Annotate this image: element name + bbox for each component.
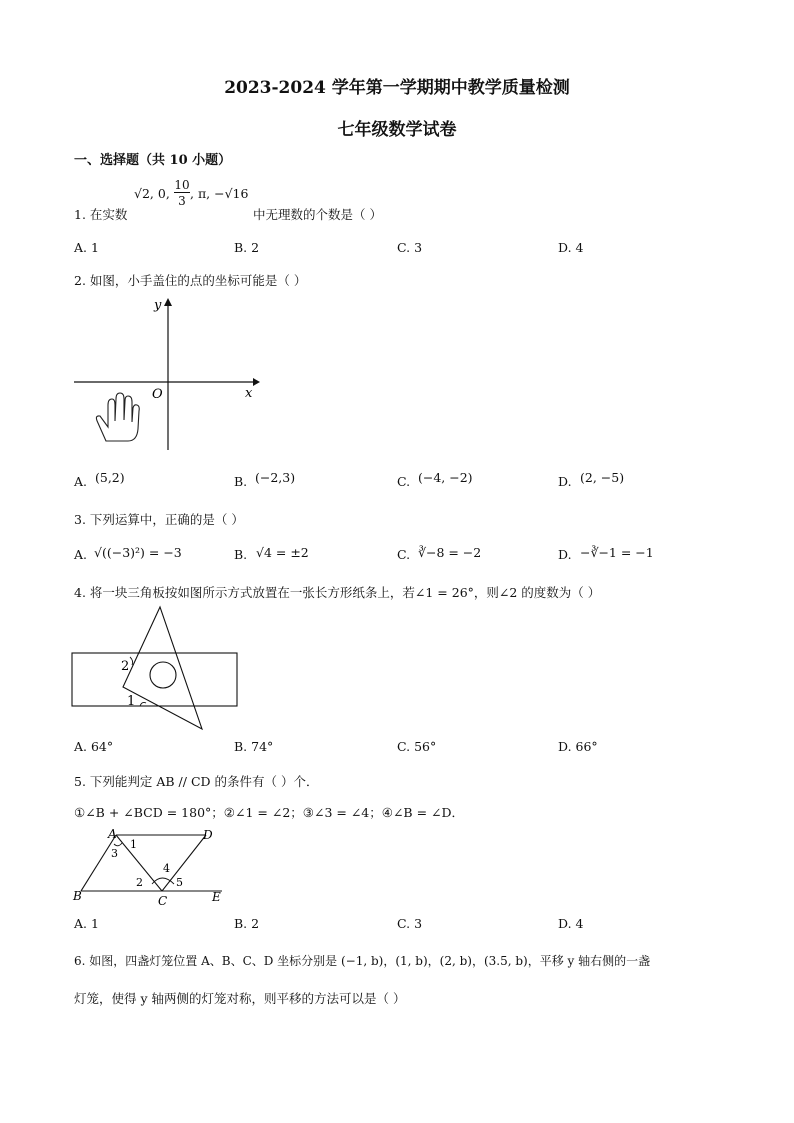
point-d-label: D <box>203 828 213 842</box>
q2-option-b-letter: B. <box>234 474 248 489</box>
q4-option-b: B. 74° <box>234 739 274 754</box>
angle4-label: 4 <box>163 862 170 875</box>
q4-triangle-strip-figure <box>70 605 250 735</box>
y-axis-arrow <box>164 298 172 306</box>
point-c-label: C <box>158 894 168 908</box>
q1-option-d: D. 4 <box>558 240 584 255</box>
origin-label: O <box>152 387 163 402</box>
q3-option-b-value: √4 = ±2 <box>256 545 309 560</box>
q6-line1: 6. 如图，四盏灯笼位置 A、B、C、D 坐标分别是 (−1, b)，(1, b)，(2, b)，(3.5, b)，平移 y 轴右侧的一盏 <box>74 954 651 968</box>
q3-stem: 3. 下列运算中，正确的是（ ） <box>74 512 244 527</box>
q5-parallelogram-figure <box>70 826 240 906</box>
q4-option-d: D. 66° <box>558 739 598 754</box>
point-e-label: E <box>212 890 221 904</box>
q5-stem: 5. 下列能判定 AB // CD 的条件有（ ）个． <box>74 774 319 789</box>
q2-option-d-value: (2, −5) <box>580 470 625 485</box>
q2-option-b-value: (−2,3) <box>255 470 296 485</box>
q3-option-a-letter: A. <box>74 547 88 562</box>
q3-option-a-value: √((−3)²) = −3 <box>94 545 182 560</box>
q3-option-d-letter: D. <box>558 547 572 562</box>
line-ab <box>81 835 116 891</box>
angle1-label: 1 <box>127 694 136 709</box>
angle-a-arc <box>114 843 122 846</box>
q1-math-a: √2, 0, <box>134 186 170 201</box>
angle2-label: 2 <box>121 659 130 674</box>
q1-option-c: C. 3 <box>397 240 423 255</box>
point-b-label: B <box>73 889 82 903</box>
q5-option-c: C. 3 <box>397 916 423 931</box>
q1-math-b: , π, −√16 <box>190 186 249 201</box>
q2-option-a-letter: A. <box>74 474 88 489</box>
angle5-label: 5 <box>176 876 183 889</box>
q1-option-b: B. 2 <box>234 240 260 255</box>
x-axis-label: x <box>245 386 253 401</box>
q6-line2: 灯笼，使得 y 轴两侧的灯笼对称，则平移的方法可以是（ ） <box>74 991 406 1006</box>
paper-strip <box>72 653 237 706</box>
q1-frac-bar <box>174 192 190 193</box>
q3-option-c-letter: C. <box>397 547 411 562</box>
q2-coordinate-figure <box>70 295 270 455</box>
q2-option-d-letter: D. <box>558 474 572 489</box>
q4-stem: 4. 将一块三角板按如图所示方式放置在一张长方形纸条上，若∠1 = 26°，则∠2 的度数为（ ） <box>74 585 601 600</box>
q4-option-a: A. 64° <box>74 739 114 754</box>
angle1-label: 1 <box>130 838 137 851</box>
q5-option-b: B. 2 <box>234 916 260 931</box>
q3-option-d-value: −∛−1 = −1 <box>580 545 654 560</box>
y-axis-label: y <box>154 298 162 313</box>
section-heading: 一、选择题（共 10 小题） <box>74 153 232 168</box>
ruler-hole <box>150 662 176 688</box>
q2-stem: 2. 如图，小手盖住的点的坐标可能是（ ） <box>74 273 307 288</box>
angle2-label: 2 <box>136 876 143 889</box>
exam-subtitle: 七年级数学试卷 <box>337 120 457 140</box>
q5-option-a: A. 1 <box>74 916 99 931</box>
x-axis-arrow <box>253 378 260 386</box>
hand-icon <box>96 393 139 441</box>
q1-stem-before: 1. 在实数 <box>74 207 128 222</box>
q2-option-c-letter: C. <box>397 474 411 489</box>
q5-option-d: D. 4 <box>558 916 584 931</box>
point-a-label: A <box>108 827 117 841</box>
q4-option-c: C. 56° <box>397 739 437 754</box>
q1-option-a: A. 1 <box>74 240 99 255</box>
q2-option-c-value: (−4, −2) <box>418 470 473 485</box>
q5-conditions: ①∠B + ∠BCD = 180°；②∠1 = ∠2；③∠3 = ∠4；④∠B = ∠D． <box>74 805 465 820</box>
exam-title: 2023-2024 学年第一学期期中教学质量检测 <box>224 78 570 98</box>
angle2-arc <box>130 657 133 665</box>
q3-option-c-value: ∛−8 = −2 <box>418 545 482 560</box>
q3-option-b-letter: B. <box>234 547 248 562</box>
q1-stem-after: 中无理数的个数是（ ） <box>253 207 382 222</box>
q1-frac-num: 10 <box>174 178 190 192</box>
angle3-label: 3 <box>111 847 118 860</box>
q2-option-a-value: (5,2) <box>95 470 125 485</box>
q1-frac-den: 3 <box>178 194 186 208</box>
triangle-ruler <box>123 607 202 729</box>
